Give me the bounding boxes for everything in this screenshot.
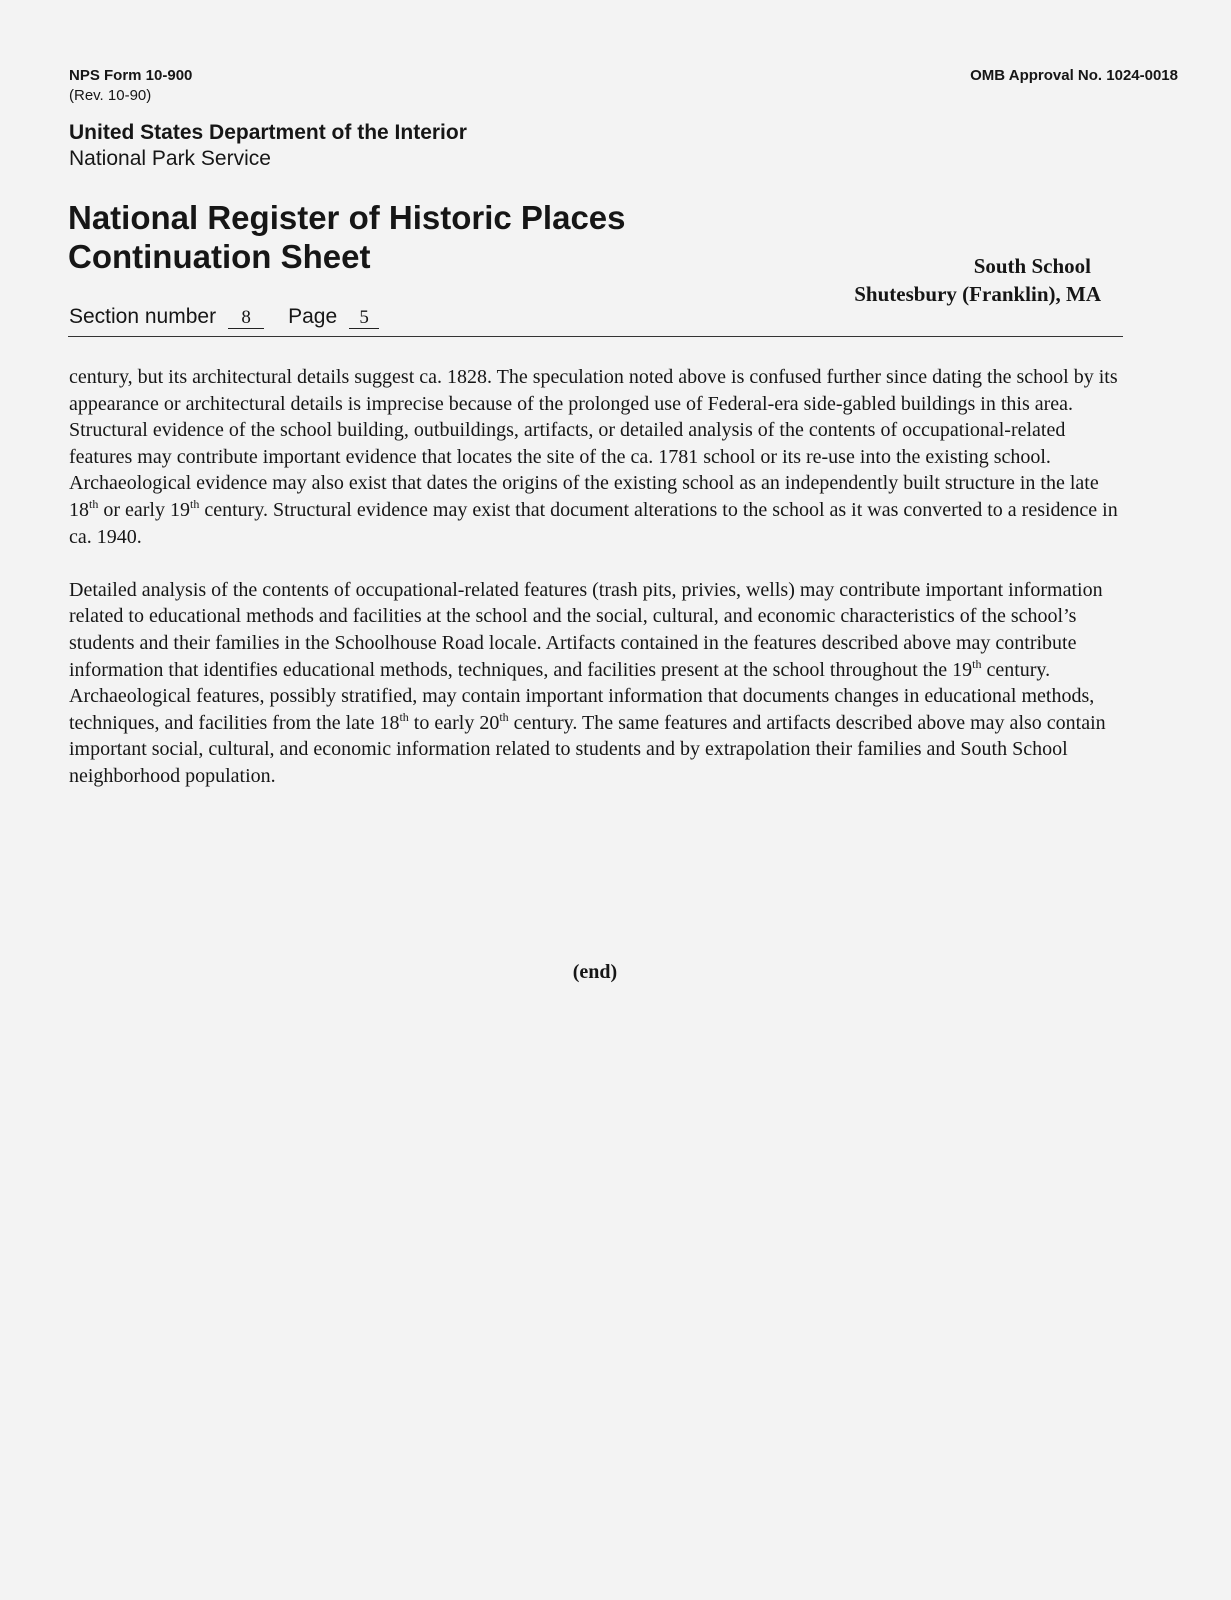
paragraph-2-text-a: Detailed analysis of the contents of occupational-related features (trash pits, privies, wells) may contribute important information related to educational methods and facilities at the school and the social, cultural, and economic characteristics of the school’s students and their families in the Schoolhouse Road locale. Artifacts contained in the features described above may contribute information that identifies educational methods, techniques, and facilities present at the school throughout the 19 (69, 578, 1103, 681)
form-number: NPS Form 10-900 (69, 67, 193, 84)
agency-block (69, 120, 467, 172)
paragraph-1-text-c: century. Structural evidence may exist that document alterations to the school as it was converted to a residence in ca. 1940. (69, 498, 1118, 548)
property-block (854, 252, 1101, 308)
paragraph-2-text-d: century. The same features and artifacts described above may also contain important social, cultural, and economic information related to students and by extrapolation their families and South School neighborhood population. (69, 711, 1106, 787)
ordinal-suffix: th (972, 656, 982, 671)
form-identifier (69, 66, 192, 106)
end-mark: (end) (572, 961, 618, 983)
header-divider (68, 336, 1123, 337)
section-page-line (69, 305, 379, 329)
form-revision: (Rev. 10-90) (69, 87, 152, 104)
section-number-value: 8 (228, 308, 264, 329)
property-name: South School (973, 254, 1091, 278)
paragraph-1-text-a: century, but its architectural details suggest ca. 1828. The speculation noted above is confused further since dating the school by its appearance or architectural details is imprecise because of the prolonged use of Federal-era side-gabled buildings in this area. Structural evidence of the school building, outbuildings, artifacts, or detailed analysis of the contents of occupational-related features may contribute important evidence that locates the site of the ca. 1781 school or its re-use into the existing school. Archaeological evidence may also exist that dates the origins of the existing school as an independently built structure in the late 18 (69, 366, 1118, 521)
title-line-2: Continuation Sheet (68, 238, 371, 275)
ordinal-suffix: th (499, 709, 509, 724)
ordinal-suffix: th (189, 496, 200, 511)
page-number-value: 5 (349, 308, 379, 329)
body-text (69, 364, 1129, 790)
paragraph-2-text-c: to early 20 (408, 711, 500, 734)
title-line-1: National Register of Historic Places (68, 199, 626, 236)
ordinal-suffix: th (399, 709, 409, 724)
paragraph-2-text-b: century. Archaeological features, possibly stratified, may contain important information that documents changes in educational methods, techniques, and facilities from the late 18 (69, 658, 1095, 734)
paragraph-2 (69, 577, 1129, 790)
department-name: United States Department of the Interior (69, 121, 467, 144)
service-name: National Park Service (69, 147, 271, 170)
paragraph-1 (69, 364, 1129, 550)
section-number-label: Section number (69, 305, 217, 328)
page-label: Page (288, 305, 338, 328)
property-location: Shutesbury (Franklin), MA (854, 282, 1101, 306)
paragraph-1-text-b: or early 19 (98, 498, 190, 521)
omb-approval-number: OMB Approval No. 1024-0018 (970, 67, 1178, 84)
ordinal-suffix: th (89, 496, 99, 511)
document-title (68, 198, 626, 276)
